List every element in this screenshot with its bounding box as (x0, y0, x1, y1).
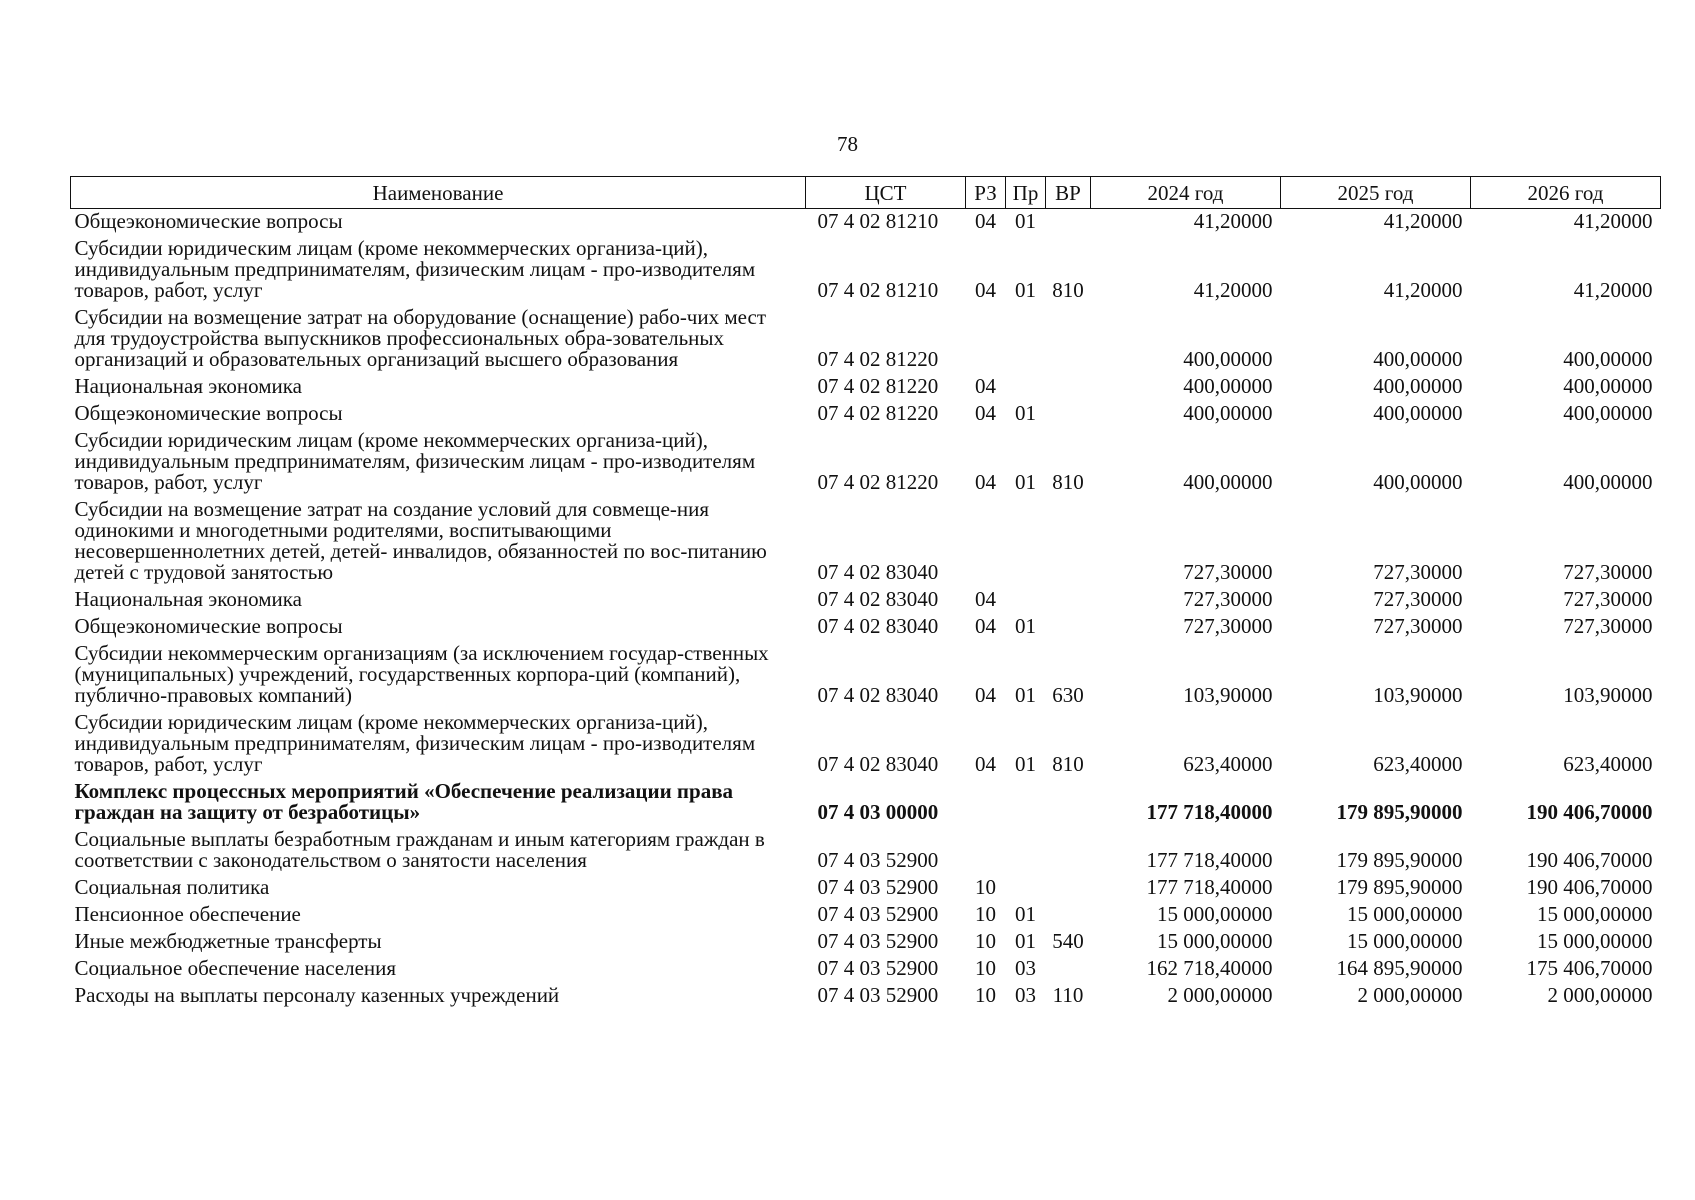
row-amount-2026: 15 000,00000 (1537, 929, 1653, 953)
budget-table-container (70, 176, 1660, 1010)
row-rz-code: 10 (975, 875, 996, 899)
table-row (71, 587, 1661, 614)
row-amount-2024: 400,00000 (1183, 347, 1273, 371)
row-name: Социальные выплаты безработным гражданам и иным категориям граждан в соответствии с законодательством о занятости населения (74, 827, 765, 872)
row-rz-code: 10 (975, 956, 996, 980)
row-pr-code: 01 (1015, 209, 1036, 233)
row-pr-code (1006, 779, 1046, 827)
row-vr-code (1046, 401, 1091, 428)
table-row (71, 929, 1661, 956)
row-amount-2024: 727,30000 (1183, 560, 1273, 584)
row-cst-code: 07 4 03 52900 (817, 902, 939, 926)
row-vr-code (1046, 614, 1091, 641)
row-amount-2026: 400,00000 (1563, 374, 1653, 398)
row-amount-2025: 400,00000 (1373, 470, 1463, 494)
row-name: Пенсионное обеспечение (74, 902, 301, 926)
header-2025: 2025 год (1281, 177, 1471, 209)
header-rz: РЗ (966, 177, 1006, 209)
row-pr-code: 01 (1015, 902, 1036, 926)
row-amount-2024: 15 000,00000 (1157, 929, 1273, 953)
row-name: Комплекс процессных мероприятий «Обеспечение реализации права граждан на защиту от безработицы» (74, 779, 734, 824)
row-vr-code: 810 (1052, 470, 1084, 494)
table-row (71, 710, 1661, 779)
row-cst-code: 07 4 02 81220 (817, 374, 939, 398)
row-amount-2026: 190 406,70000 (1526, 848, 1653, 872)
row-vr-code (1046, 779, 1091, 827)
row-vr-code (1046, 902, 1091, 929)
row-amount-2026: 190 406,70000 (1526, 800, 1653, 824)
row-amount-2026: 400,00000 (1563, 470, 1653, 494)
table-row (71, 401, 1661, 428)
row-name: Иные межбюджетные трансферты (74, 929, 382, 953)
row-cst-code: 07 4 02 83040 (817, 560, 939, 584)
row-amount-2024: 400,00000 (1183, 374, 1273, 398)
row-rz-code: 04 (975, 470, 996, 494)
row-amount-2024: 400,00000 (1183, 401, 1273, 425)
row-amount-2026: 41,20000 (1573, 278, 1653, 302)
row-rz-code (966, 305, 1006, 374)
row-rz-code: 04 (975, 587, 996, 611)
row-pr-code (1006, 587, 1046, 614)
row-rz-code: 10 (975, 902, 996, 926)
row-rz-code: 04 (975, 683, 996, 707)
row-amount-2024: 177 718,40000 (1146, 800, 1273, 824)
row-amount-2026: 727,30000 (1563, 587, 1653, 611)
row-vr-code (1046, 497, 1091, 587)
header-cst: ЦСТ (806, 177, 966, 209)
row-name: Социальная политика (74, 875, 270, 899)
row-vr-code (1046, 587, 1091, 614)
table-row (71, 779, 1661, 827)
row-name: Субсидии юридическим лицам (кроме некоммерческих организа-ций), индивидуальным предпринимателям, физическим лицам - про-изводителям товаров, работ, услуг (74, 428, 756, 494)
row-amount-2026: 41,20000 (1573, 209, 1653, 233)
row-amount-2025: 41,20000 (1383, 209, 1463, 233)
table-header (71, 177, 1661, 209)
row-amount-2025: 400,00000 (1373, 347, 1463, 371)
row-amount-2024: 2 000,00000 (1167, 983, 1273, 1007)
row-amount-2025: 623,40000 (1373, 752, 1463, 776)
row-vr-code (1046, 956, 1091, 983)
header-2024: 2024 год (1091, 177, 1281, 209)
row-cst-code: 07 4 03 52900 (817, 875, 939, 899)
row-amount-2024: 15 000,00000 (1157, 902, 1273, 926)
row-amount-2025: 727,30000 (1373, 560, 1463, 584)
row-vr-code (1046, 374, 1091, 401)
row-name: Субсидии юридическим лицам (кроме некоммерческих организа-ций), индивидуальным предпринимателям, физическим лицам - про-изводителям товаров, работ, услуг (74, 236, 756, 302)
table-row (71, 875, 1661, 902)
table-row (71, 428, 1661, 497)
row-cst-code: 07 4 02 81210 (817, 278, 939, 302)
page-number: 78 (837, 132, 858, 156)
header-name: Наименование (71, 177, 806, 209)
row-vr-code: 810 (1052, 278, 1084, 302)
header-2026: 2026 год (1471, 177, 1661, 209)
table-row (71, 641, 1661, 710)
header-pr: Пр (1006, 177, 1046, 209)
row-amount-2024: 41,20000 (1193, 209, 1273, 233)
row-amount-2024: 623,40000 (1183, 752, 1273, 776)
row-name: Общеэкономические вопросы (74, 209, 343, 233)
header-vr: ВР (1046, 177, 1091, 209)
row-pr-code (1006, 497, 1046, 587)
row-amount-2025: 2 000,00000 (1357, 983, 1463, 1007)
table-row (71, 374, 1661, 401)
row-amount-2025: 727,30000 (1373, 614, 1463, 638)
row-cst-code: 07 4 02 83040 (817, 752, 939, 776)
row-rz-code: 10 (975, 929, 996, 953)
row-amount-2024: 162 718,40000 (1146, 956, 1273, 980)
row-pr-code (1006, 374, 1046, 401)
row-amount-2026: 727,30000 (1563, 560, 1653, 584)
row-amount-2024: 727,30000 (1183, 614, 1273, 638)
row-amount-2026: 400,00000 (1563, 401, 1653, 425)
table-row (71, 614, 1661, 641)
row-name: Расходы на выплаты персоналу казенных учреждений (74, 983, 560, 1007)
row-amount-2025: 400,00000 (1373, 401, 1463, 425)
row-name: Субсидии на возмещение затрат на создание условий для совмеще-ния одинокими и многодетными родителями, воспитывающими несовершеннолетних детей, детей- инвалидов, обязанностей по вос-питанию детей с трудовой занятостью (74, 497, 767, 584)
row-amount-2025: 179 895,90000 (1336, 848, 1463, 872)
row-pr-code: 01 (1015, 278, 1036, 302)
row-cst-code: 07 4 02 81220 (817, 347, 939, 371)
row-name: Субсидии некоммерческим организациям (за исключением государ-ственных (муниципальных) учреждений, государственных корпора-ций (компаний), публично-правовых компаний) (74, 641, 769, 707)
row-pr-code: 03 (1015, 956, 1036, 980)
row-cst-code: 07 4 02 83040 (817, 614, 939, 638)
row-name: Общеэкономические вопросы (74, 401, 343, 425)
table-row (71, 209, 1661, 237)
table-body (71, 209, 1661, 1011)
row-amount-2026: 103,90000 (1563, 683, 1653, 707)
row-pr-code: 03 (1015, 983, 1036, 1007)
row-cst-code: 07 4 02 83040 (817, 683, 939, 707)
row-vr-code (1046, 875, 1091, 902)
row-amount-2024: 103,90000 (1183, 683, 1273, 707)
row-cst-code: 07 4 03 52900 (817, 983, 939, 1007)
row-amount-2026: 190 406,70000 (1526, 875, 1653, 899)
row-rz-code: 04 (975, 614, 996, 638)
row-amount-2025: 15 000,00000 (1347, 902, 1463, 926)
row-cst-code: 07 4 02 81210 (817, 209, 939, 233)
row-rz-code: 04 (975, 752, 996, 776)
row-amount-2024: 727,30000 (1183, 587, 1273, 611)
row-amount-2024: 400,00000 (1183, 470, 1273, 494)
row-cst-code: 07 4 02 83040 (817, 587, 939, 611)
row-cst-code: 07 4 03 00000 (817, 800, 939, 824)
row-amount-2026: 2 000,00000 (1547, 983, 1653, 1007)
table-row (71, 902, 1661, 929)
row-amount-2026: 400,00000 (1563, 347, 1653, 371)
table-row (71, 236, 1661, 305)
row-amount-2025: 179 895,90000 (1336, 800, 1463, 824)
row-pr-code: 01 (1015, 401, 1036, 425)
row-pr-code: 01 (1015, 614, 1036, 638)
row-vr-code: 630 (1052, 683, 1084, 707)
row-rz-code (966, 497, 1006, 587)
row-rz-code (966, 779, 1006, 827)
row-amount-2025: 15 000,00000 (1347, 929, 1463, 953)
row-rz-code: 04 (975, 374, 996, 398)
row-amount-2026: 727,30000 (1563, 614, 1653, 638)
row-pr-code (1006, 305, 1046, 374)
row-pr-code: 01 (1015, 683, 1036, 707)
row-vr-code (1046, 827, 1091, 875)
row-amount-2024: 177 718,40000 (1146, 848, 1273, 872)
table-row (71, 956, 1661, 983)
row-amount-2024: 177 718,40000 (1146, 875, 1273, 899)
row-vr-code: 810 (1052, 752, 1084, 776)
row-name: Общеэкономические вопросы (74, 614, 343, 638)
row-vr-code (1046, 209, 1091, 237)
row-amount-2025: 103,90000 (1373, 683, 1463, 707)
row-name: Национальная экономика (74, 374, 302, 398)
row-cst-code: 07 4 02 81220 (817, 470, 939, 494)
row-name: Социальное обеспечение населения (74, 956, 397, 980)
row-rz-code (966, 827, 1006, 875)
row-vr-code: 110 (1052, 983, 1084, 1007)
row-cst-code: 07 4 03 52900 (817, 956, 939, 980)
table-row (71, 827, 1661, 875)
row-amount-2025: 164 895,90000 (1336, 956, 1463, 980)
row-amount-2026: 175 406,70000 (1526, 956, 1653, 980)
row-cst-code: 07 4 02 81220 (817, 401, 939, 425)
row-name: Национальная экономика (74, 587, 302, 611)
table-row (71, 305, 1661, 374)
row-rz-code: 04 (975, 209, 996, 233)
budget-table (70, 176, 1661, 1010)
row-cst-code: 07 4 03 52900 (817, 848, 939, 872)
row-amount-2025: 400,00000 (1373, 374, 1463, 398)
row-amount-2026: 623,40000 (1563, 752, 1653, 776)
header-row (71, 177, 1661, 209)
row-pr-code (1006, 875, 1046, 902)
row-name: Субсидии на возмещение затрат на оборудование (оснащение) рабо-чих мест для трудоустройства выпускников профессиональных обра-зовательных организаций и образовательных организаций высшего образования (74, 305, 766, 371)
row-vr-code (1046, 305, 1091, 374)
row-vr-code: 540 (1052, 929, 1084, 953)
row-rz-code: 10 (975, 983, 996, 1007)
row-name: Субсидии юридическим лицам (кроме некоммерческих организа-ций), индивидуальным предпринимателям, физическим лицам - про-изводителям товаров, работ, услуг (74, 710, 756, 776)
row-pr-code (1006, 827, 1046, 875)
row-pr-code: 01 (1015, 752, 1036, 776)
row-amount-2025: 727,30000 (1373, 587, 1463, 611)
row-rz-code: 04 (975, 278, 996, 302)
row-amount-2026: 15 000,00000 (1537, 902, 1653, 926)
row-pr-code: 01 (1015, 929, 1036, 953)
table-row (71, 983, 1661, 1010)
row-pr-code: 01 (1015, 470, 1036, 494)
table-row (71, 497, 1661, 587)
row-cst-code: 07 4 03 52900 (817, 929, 939, 953)
row-amount-2025: 41,20000 (1383, 278, 1463, 302)
row-amount-2024: 41,20000 (1193, 278, 1273, 302)
row-amount-2025: 179 895,90000 (1336, 875, 1463, 899)
row-rz-code: 04 (975, 401, 996, 425)
